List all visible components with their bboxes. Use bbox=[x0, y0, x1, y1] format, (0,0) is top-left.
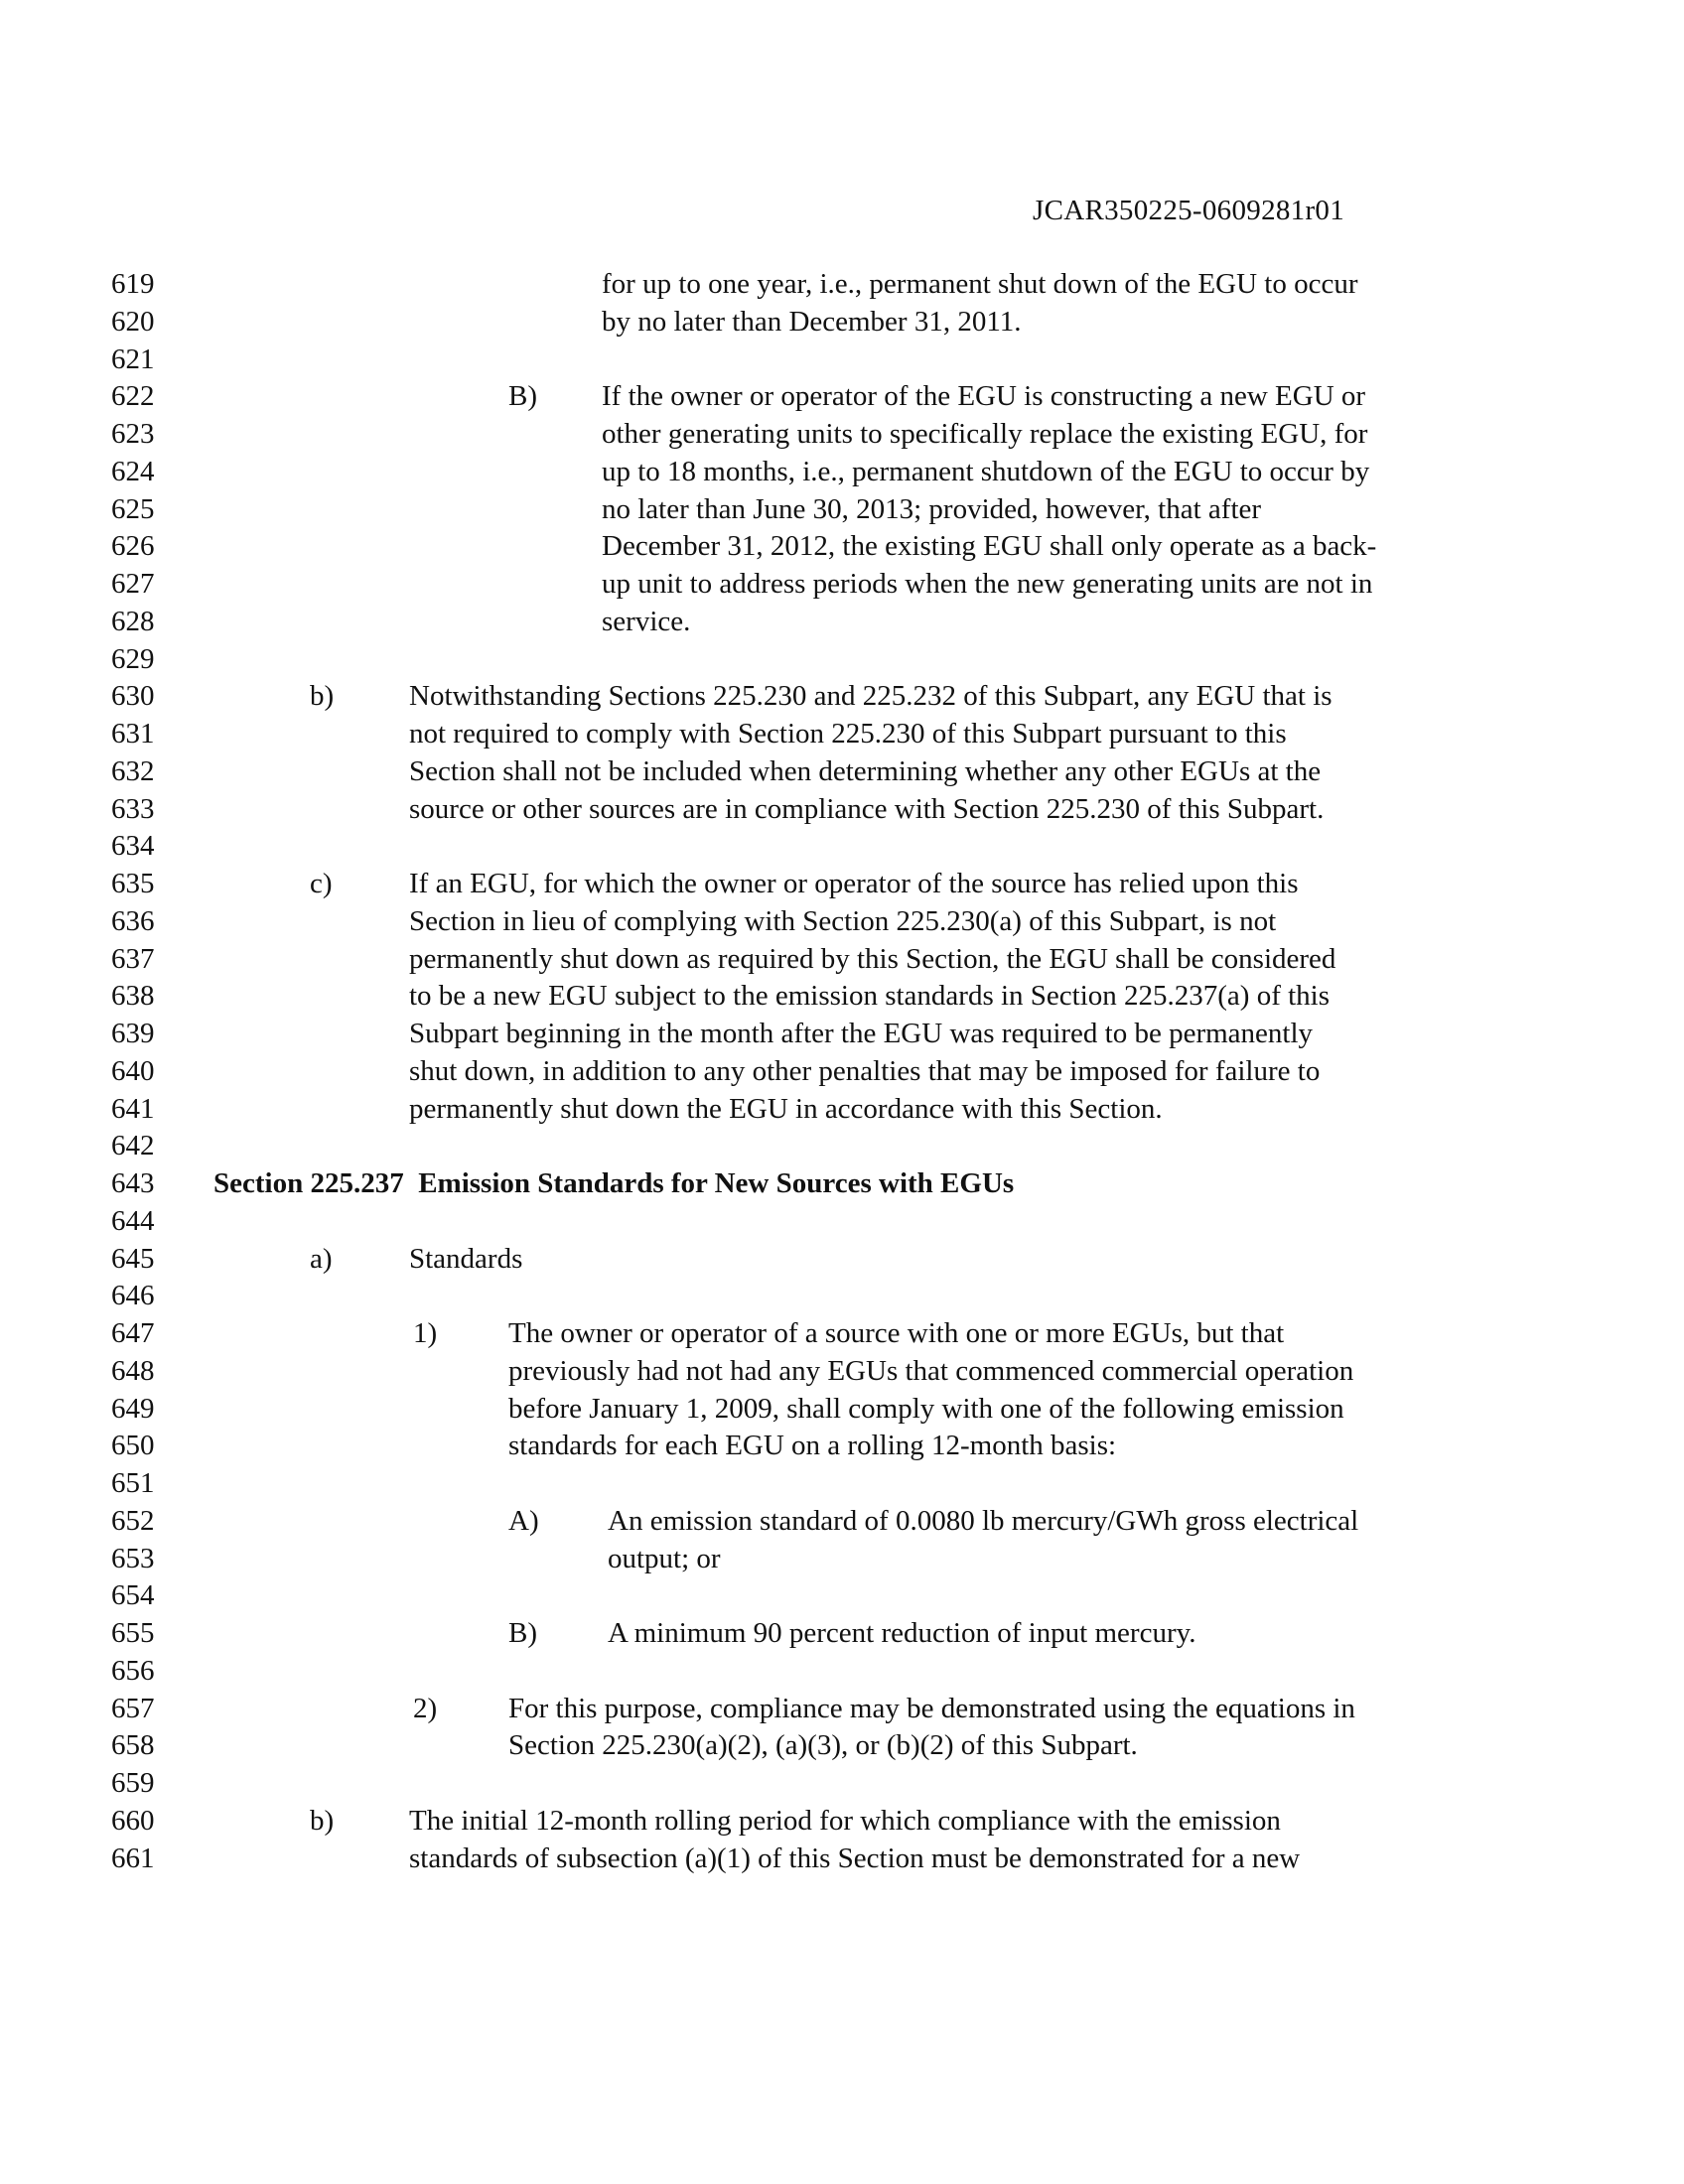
line-number: 647 bbox=[111, 1317, 155, 1349]
line-660 bbox=[0, 1803, 1684, 1840]
line-623 bbox=[0, 416, 1684, 453]
line-number: 643 bbox=[111, 1167, 155, 1199]
line-number: 640 bbox=[111, 1054, 155, 1087]
line-text: The owner or operator of a source with one or more EGUs, but that bbox=[508, 1317, 1285, 1349]
line-text: source or other sources are in compliance with Section 225.230 of this Subpart. bbox=[409, 792, 1325, 825]
line-text: Section 225.230(a)(2), (a)(3), or (b)(2) of this Subpart. bbox=[508, 1729, 1138, 1762]
line-number: 633 bbox=[111, 792, 155, 825]
line-number: 624 bbox=[111, 455, 155, 487]
line-text: Notwithstanding Sections 225.230 and 225.232 of this Subpart, any EGU that is bbox=[409, 680, 1333, 713]
line-text: standards of subsection (a)(1) of this Section must be demonstrated for a new bbox=[409, 1842, 1301, 1874]
line-654 bbox=[0, 1577, 1684, 1614]
line-number: 651 bbox=[111, 1467, 155, 1499]
line-655 bbox=[0, 1615, 1684, 1652]
line-number: 659 bbox=[111, 1767, 155, 1799]
line-number: 654 bbox=[111, 1579, 155, 1612]
line-number: 655 bbox=[111, 1617, 155, 1649]
line-number: 623 bbox=[111, 418, 155, 450]
line-text: standards for each EGU on a rolling 12-month basis: bbox=[508, 1430, 1117, 1462]
line-661 bbox=[0, 1841, 1684, 1877]
item-label: A) bbox=[508, 1504, 539, 1537]
line-631 bbox=[0, 716, 1684, 752]
line-652 bbox=[0, 1503, 1684, 1540]
line-number: 627 bbox=[111, 568, 155, 600]
line-621 bbox=[0, 341, 1684, 378]
line-text: shut down, in addition to any other penalties that may be imposed for failure to bbox=[409, 1054, 1321, 1087]
line-626 bbox=[0, 528, 1684, 565]
line-634 bbox=[0, 828, 1684, 865]
item-label: b) bbox=[310, 1804, 335, 1837]
line-number: 653 bbox=[111, 1542, 155, 1574]
line-number: 635 bbox=[111, 868, 155, 899]
line-number: 632 bbox=[111, 754, 155, 787]
line-text: to be a new EGU subject to the emission standards in Section 225.237(a) of this bbox=[409, 980, 1331, 1013]
line-number: 657 bbox=[111, 1692, 155, 1724]
line-number: 630 bbox=[111, 680, 155, 713]
item-label: a) bbox=[310, 1242, 333, 1275]
line-text: December 31, 2012, the existing EGU shall only operate as a back- bbox=[602, 530, 1377, 563]
line-number: 641 bbox=[111, 1092, 155, 1125]
line-622 bbox=[0, 378, 1684, 415]
line-text: for up to one year, i.e., permanent shut down of the EGU to occur bbox=[602, 268, 1358, 300]
line-number: 619 bbox=[111, 268, 155, 300]
line-text: up unit to address periods when the new generating units are not in bbox=[602, 568, 1373, 600]
item-label: 2) bbox=[413, 1692, 438, 1724]
line-640 bbox=[0, 1053, 1684, 1090]
line-number: 644 bbox=[111, 1204, 155, 1237]
line-number: 650 bbox=[111, 1430, 155, 1462]
line-number: 638 bbox=[111, 980, 155, 1013]
line-number: 646 bbox=[111, 1280, 155, 1312]
line-642 bbox=[0, 1128, 1684, 1164]
line-text: The initial 12-month rolling period for which compliance with the emission bbox=[409, 1804, 1281, 1837]
line-text: permanently shut down the EGU in accordance with this Section. bbox=[409, 1092, 1163, 1125]
line-number: 642 bbox=[111, 1130, 155, 1162]
line-646 bbox=[0, 1278, 1684, 1314]
line-text: If an EGU, for which the owner or operator of the source has relied upon this bbox=[409, 868, 1299, 899]
item-label: c) bbox=[310, 868, 333, 899]
line-number: 637 bbox=[111, 942, 155, 975]
line-630 bbox=[0, 678, 1684, 715]
line-number: 621 bbox=[111, 342, 155, 375]
line-number: 645 bbox=[111, 1242, 155, 1275]
line-number: 648 bbox=[111, 1354, 155, 1387]
line-627 bbox=[0, 566, 1684, 603]
line-648 bbox=[0, 1353, 1684, 1390]
line-number: 649 bbox=[111, 1392, 155, 1425]
line-636 bbox=[0, 903, 1684, 940]
line-number: 622 bbox=[111, 380, 155, 413]
line-658 bbox=[0, 1727, 1684, 1764]
item-label: B) bbox=[508, 380, 537, 413]
line-638 bbox=[0, 978, 1684, 1015]
line-633 bbox=[0, 791, 1684, 828]
line-number: 660 bbox=[111, 1804, 155, 1837]
line-653 bbox=[0, 1541, 1684, 1577]
line-text: no later than June 30, 2013; provided, however, that after bbox=[602, 492, 1262, 525]
line-number: 636 bbox=[111, 904, 155, 937]
line-text: previously had not had any EGUs that commenced commercial operation bbox=[508, 1354, 1354, 1387]
line-620 bbox=[0, 304, 1684, 341]
line-text: output; or bbox=[608, 1542, 721, 1574]
line-647 bbox=[0, 1315, 1684, 1352]
line-624 bbox=[0, 454, 1684, 490]
line-643 bbox=[0, 1165, 1684, 1202]
line-number: 625 bbox=[111, 492, 155, 525]
item-label: B) bbox=[508, 1617, 537, 1649]
line-number: 652 bbox=[111, 1504, 155, 1537]
line-text: An emission standard of 0.0080 lb mercury/GWh gross electrical bbox=[608, 1504, 1359, 1537]
line-639 bbox=[0, 1016, 1684, 1052]
line-text: For this purpose, compliance may be demonstrated using the equations in bbox=[508, 1692, 1355, 1724]
line-645 bbox=[0, 1241, 1684, 1278]
line-659 bbox=[0, 1765, 1684, 1802]
line-657 bbox=[0, 1691, 1684, 1727]
item-label: 1) bbox=[413, 1317, 438, 1349]
line-text: Section in lieu of complying with Section 225.230(a) of this Subpart, is not bbox=[409, 904, 1277, 937]
line-650 bbox=[0, 1428, 1684, 1464]
section-heading: Section 225.237 Emission Standards for New Sources with EGUs bbox=[213, 1167, 1015, 1199]
line-text: not required to comply with Section 225.230 of this Subpart pursuant to this bbox=[409, 718, 1287, 750]
line-number: 656 bbox=[111, 1654, 155, 1687]
line-number: 658 bbox=[111, 1729, 155, 1762]
line-635 bbox=[0, 866, 1684, 902]
line-649 bbox=[0, 1391, 1684, 1428]
line-text: A minimum 90 percent reduction of input mercury. bbox=[608, 1617, 1196, 1649]
line-number: 620 bbox=[111, 305, 155, 338]
line-number: 639 bbox=[111, 1018, 155, 1049]
line-text: by no later than December 31, 2011. bbox=[602, 305, 1022, 338]
line-number: 631 bbox=[111, 718, 155, 750]
line-628 bbox=[0, 604, 1684, 640]
line-text: permanently shut down as required by this Section, the EGU shall be considered bbox=[409, 942, 1336, 975]
line-656 bbox=[0, 1653, 1684, 1690]
line-632 bbox=[0, 753, 1684, 790]
line-625 bbox=[0, 491, 1684, 528]
line-641 bbox=[0, 1091, 1684, 1128]
line-text: other generating units to specifically replace the existing EGU, for bbox=[602, 418, 1368, 450]
line-text: before January 1, 2009, shall comply with one of the following emission bbox=[508, 1392, 1344, 1425]
line-651 bbox=[0, 1465, 1684, 1502]
line-text: up to 18 months, i.e., permanent shutdown of the EGU to occur by bbox=[602, 455, 1370, 487]
item-label: b) bbox=[310, 680, 335, 713]
line-text: Subpart beginning in the month after the EGU was required to be permanently bbox=[409, 1018, 1314, 1049]
line-text: Section shall not be included when determining whether any other EGUs at the bbox=[409, 754, 1322, 787]
line-text: service. bbox=[602, 605, 691, 637]
line-number: 629 bbox=[111, 642, 155, 675]
line-644 bbox=[0, 1203, 1684, 1240]
line-number: 626 bbox=[111, 530, 155, 563]
document-id: JCAR350225-0609281r01 bbox=[1033, 195, 1345, 226]
line-637 bbox=[0, 941, 1684, 978]
line-number: 661 bbox=[111, 1842, 155, 1874]
line-629 bbox=[0, 641, 1684, 678]
line-619 bbox=[0, 266, 1684, 303]
line-number: 628 bbox=[111, 605, 155, 637]
line-text: Standards bbox=[409, 1242, 523, 1275]
line-text: If the owner or operator of the EGU is constructing a new EGU or bbox=[602, 380, 1366, 413]
line-number: 634 bbox=[111, 830, 155, 863]
